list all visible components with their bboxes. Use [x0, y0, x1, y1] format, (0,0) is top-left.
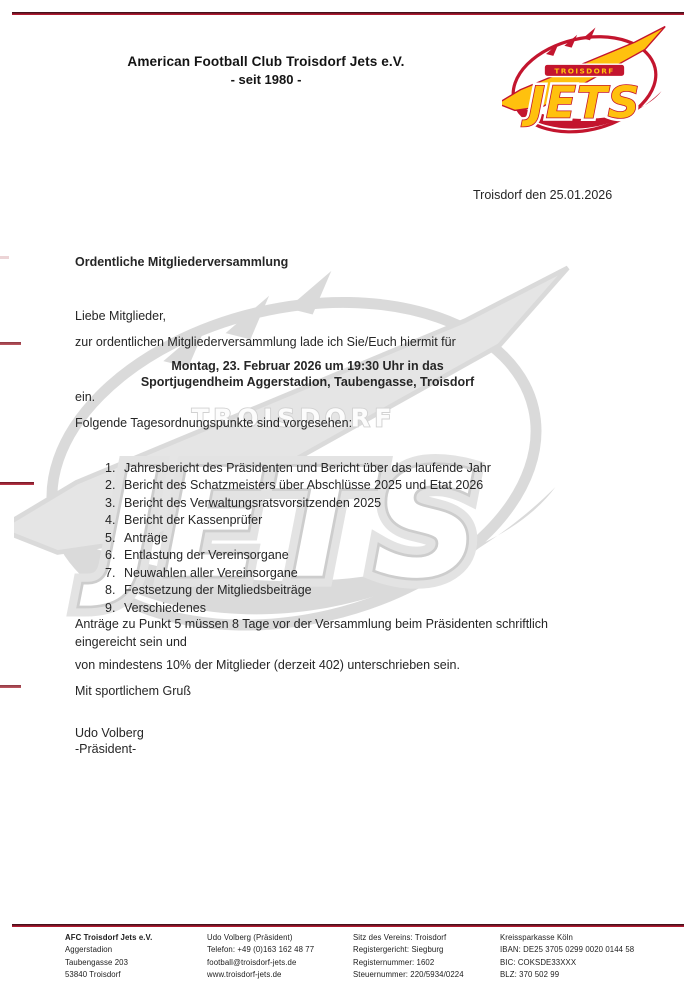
- intro-suffix: ein.: [75, 390, 96, 404]
- agenda-item-text: Festsetzung der Mitgliedsbeiträge: [124, 583, 312, 598]
- agenda-item-number: 1.: [105, 461, 116, 475]
- agenda-item-text: Anträge: [124, 530, 168, 545]
- footer-address-line: 53840 Troisdorf: [65, 970, 121, 980]
- agenda-item: [105, 583, 491, 600]
- agenda-item-number: 9.: [105, 600, 116, 615]
- agenda-item-text: Bericht des Schatzmeisters über Abschlüsse 2025 und Etat 2026: [124, 478, 484, 493]
- fold-mark-top: [0, 342, 21, 345]
- closing-line: Mit sportlichem Gruß: [75, 684, 191, 698]
- footer-address-line: Taubengasse 203: [65, 957, 129, 967]
- footer-registry-line: Registernummer: 1602: [353, 957, 435, 967]
- footer-registry-column: [353, 932, 464, 982]
- punch-center-mark: [0, 482, 34, 485]
- agenda-list: [105, 461, 491, 618]
- agenda-item-text: Verschiedenes: [124, 600, 207, 615]
- event-line-1: Montag, 23. Februar 2026 um 19:30 Uhr in das: [171, 359, 444, 373]
- footer-bank-column: [500, 932, 634, 982]
- agenda-item-text: Bericht der Kassenprüfer: [124, 513, 263, 528]
- footer-registry-line: Sitz des Vereins: Troisdorf: [353, 933, 447, 942]
- agenda-item: [105, 461, 491, 478]
- club-name: American Football Club Troisdorf Jets e.V.: [127, 54, 405, 69]
- deadline-note-line-2: eingereicht sein und: [75, 634, 187, 649]
- agenda-item-number: 7.: [105, 565, 116, 580]
- agenda-item: [105, 548, 491, 565]
- agenda-item-text: Neuwahlen aller Vereinsorgane: [124, 565, 298, 580]
- agenda-item: [105, 566, 491, 583]
- signature-note: von mindestens 10% der Mitglieder (derzeit 402) unterschrieben sein.: [75, 658, 460, 672]
- date-line: Troisdorf den 25.01.2026: [473, 188, 613, 202]
- signer-name: Udo Volberg: [75, 726, 144, 740]
- top-rule: [12, 12, 684, 15]
- footer-registry-line: Steuernummer: 220/5934/0224: [353, 970, 464, 980]
- agenda-item: [105, 478, 491, 495]
- letterhead: [100, 54, 432, 87]
- agenda-item-text: Jahresbericht des Präsidenten und Bericht über das laufende Jahr: [124, 461, 491, 475]
- footer-club-name: AFC Troisdorf Jets e.V.: [65, 933, 153, 942]
- footer-address-line: Aggerstadion: [65, 945, 113, 955]
- agenda-heading: Folgende Tagesordnungspunkte sind vorgesehen:: [75, 416, 353, 430]
- agenda-item-number: 8.: [105, 583, 116, 598]
- agenda-item: [105, 496, 491, 513]
- event-details: [75, 359, 540, 391]
- footer-address-column: [65, 932, 152, 982]
- agenda-item-text: Entlastung der Vereinsorgane: [124, 548, 289, 563]
- footer-bank-name: Kreissparkasse Köln: [500, 933, 573, 942]
- footer-website: www.troisdorf-jets.de: [207, 970, 282, 980]
- deadline-note-line-1: Anträge zu Punkt 5 müssen 8 Tage vor der Versammlung beim Präsidenten schriftlich: [75, 617, 548, 631]
- agenda-item-number: 2.: [105, 478, 116, 493]
- agenda-item-number: 6.: [105, 548, 116, 563]
- edge-mark: [0, 256, 9, 259]
- agenda-item-text: Bericht des Verwaltungsratsvorsitzenden 2025: [124, 495, 382, 510]
- footer-email: football@troisdorf-jets.de: [207, 957, 297, 967]
- footer-phone: Telefon: +49 (0)163 162 48 77: [207, 945, 315, 955]
- footer-iban: IBAN: DE25 3705 0299 0020 0144 58: [500, 945, 635, 955]
- agenda-item-number: 4.: [105, 513, 116, 528]
- footer-rule: [12, 924, 684, 927]
- club-logo: [502, 20, 667, 144]
- fold-mark-bottom: [0, 685, 21, 688]
- event-line-2: Sportjugendheim Aggerstadion, Taubengasse, Troisdorf: [140, 374, 475, 389]
- subject-line: Ordentliche Mitgliederversammlung: [75, 255, 289, 269]
- footer-contact-column: [207, 932, 314, 982]
- signature-block: [75, 726, 144, 757]
- intro-line: zur ordentlichen Mitgliederversammlung lade ich Sie/Euch hiermit für: [75, 335, 456, 349]
- agenda-item: [105, 531, 491, 548]
- footer-contact-line: Udo Volberg (Präsident): [207, 933, 293, 942]
- footer-registry-line: Registergericht: Siegburg: [353, 945, 444, 955]
- since-line: - seit 1980 -: [230, 72, 302, 87]
- agenda-item-number: 3.: [105, 495, 116, 510]
- agenda-item: [105, 513, 491, 530]
- footer-blz: BLZ: 370 502 99: [500, 970, 560, 980]
- deadline-note: [75, 616, 548, 651]
- salutation: Liebe Mitglieder,: [75, 309, 167, 323]
- agenda-item-number: 5.: [105, 530, 116, 545]
- footer-bic: BIC: COKSDE33XXX: [500, 957, 577, 967]
- signer-title: -Präsident-: [75, 741, 137, 756]
